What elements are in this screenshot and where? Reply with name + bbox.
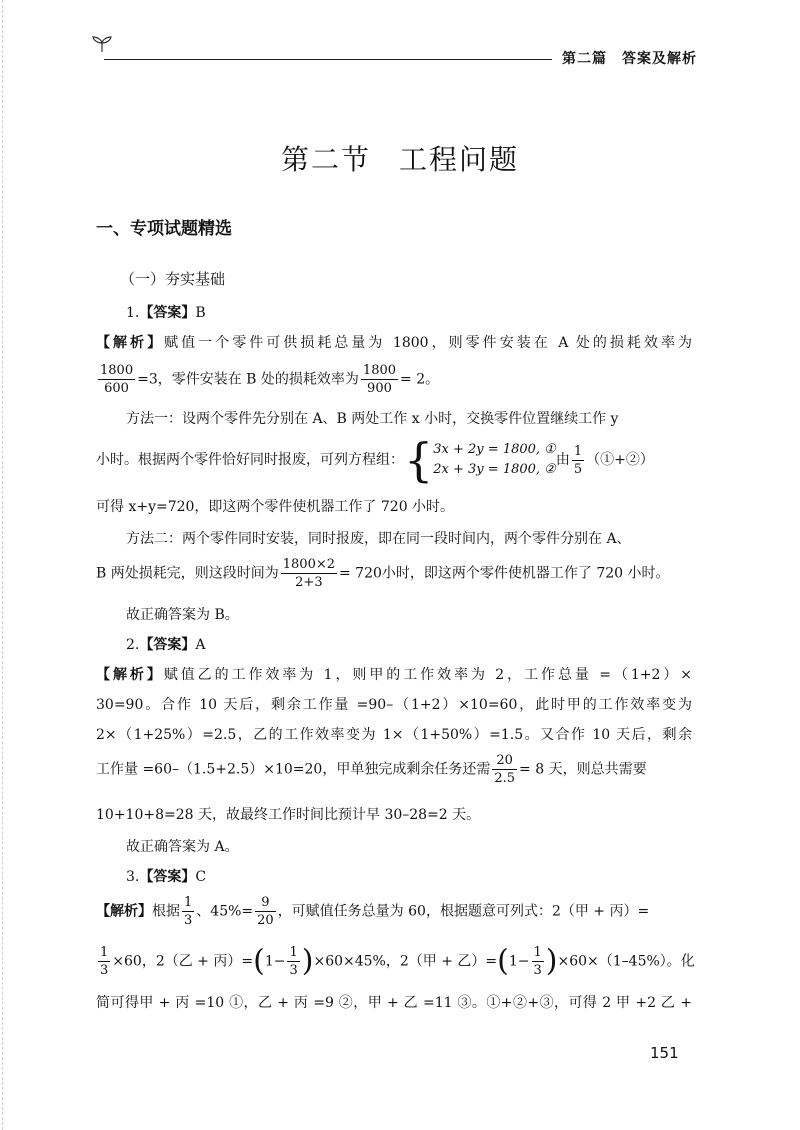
q3-answer-line: 3.【答案】C bbox=[126, 869, 207, 885]
q2-analysis-line4: 工作量 =60–（1.5+2.5）×10=20，甲单独完成剩余任务还需 $\frac{20}{2.5}$ = 8 天，则总共需要 bbox=[96, 753, 647, 786]
q1-method1-line2: 小时。根据两个零件恰好同时报废，可列方程组：{ 3x + 2y = 1800, ① 2x + 3y = 1800, ② 由 $\frac{1}{5}$ （①+②） bbox=[96, 433, 654, 487]
page-number: 151 bbox=[650, 1044, 679, 1062]
section-heading: 一、专项试题精选 bbox=[96, 219, 232, 239]
q3-analysis-line1: 【解析】根据 $\frac{1}{3}$ 、45%= $\frac{9}{20}$ ，可赋值任务总量为 60，根据题意可列式：2（甲 + 丙）= bbox=[96, 895, 650, 928]
header-rule bbox=[104, 59, 552, 60]
q1-answer-line: 1.【答案】B bbox=[126, 305, 206, 321]
q2-answer-line: 2.【答案】A bbox=[126, 637, 206, 653]
page-title bbox=[0, 138, 800, 178]
q1-method1-line3: 可得 x+y=720，即这两个零件使机器工作了 720 小时。 bbox=[96, 499, 455, 515]
q1-method2-line2: B 两处损耗完，则这段时间为 $\frac{1800\times 2}{2+3}$ = 720小时，即这两个零件使机器工作了 720 小时。 bbox=[96, 557, 670, 590]
subsection-heading: （一）夯实基础 bbox=[120, 270, 226, 288]
q2-analysis-line3: 2×（1+25%）=2.5，乙的工作效率变为 1×（1+50%）=1.5。又合作 10 天后，剩余 bbox=[96, 727, 692, 743]
q2-conclusion: 故正确答案为 A。 bbox=[126, 839, 239, 855]
q2-analysis-line1: 【解析】赋值乙的工作效率为 1，则甲的工作效率为 2，工作总量 =（1+2）× bbox=[96, 667, 693, 683]
q1-method1-line1: 方法一：设两个零件先分别在 A、B 两处工作 x 小时，交换零件位置继续工作 y bbox=[126, 411, 619, 427]
q1-conclusion: 故正确答案为 B。 bbox=[126, 607, 239, 623]
leaf-icon bbox=[90, 34, 114, 54]
running-header: 第二篇 答案及解析 bbox=[562, 51, 697, 67]
q3-analysis-line3: 简可得甲 + 丙 =10 ①，乙 + 丙 =9 ②，甲 + 乙 =11 ③。①+②+③，可得 2 甲 +2 乙 + bbox=[96, 995, 692, 1011]
q2-analysis-line5: 10+10+8=28 天，故最终工作时间比预计早 30–28=2 天。 bbox=[96, 807, 481, 823]
q1-analysis-line1: 【解析】赋值一个零件可供损耗总量为 1800，则零件安装在 A 处的损耗效率为 bbox=[96, 335, 692, 351]
q2-analysis-line2: 30=90。合作 10 天后，剩余工作量 =90–（1+2）×10=60，此时甲的工作效率变为 bbox=[96, 697, 692, 713]
q1-analysis-line2: $\frac{1800}{600}$ =3，零件安装在 B 处的损耗效率为 $\frac{1800}{900}$ = 2。 bbox=[100, 363, 440, 396]
title-part2: 工程问题 bbox=[399, 143, 520, 176]
title-part1: 第二节 bbox=[280, 143, 371, 176]
q1-method2-line1: 方法二：两个零件同时安装，同时报废，即在同一段时间内，两个零件分别在 A、 bbox=[126, 531, 631, 547]
q3-analysis-line2: $\frac{1}{3}$ ×60，2（乙 + 丙）=(1− $\frac{1}{3}$ )×60×45%，2（甲 + 乙）=(1− $\frac{1}{3}$ )×60×（1–45%）。化 bbox=[100, 943, 695, 979]
